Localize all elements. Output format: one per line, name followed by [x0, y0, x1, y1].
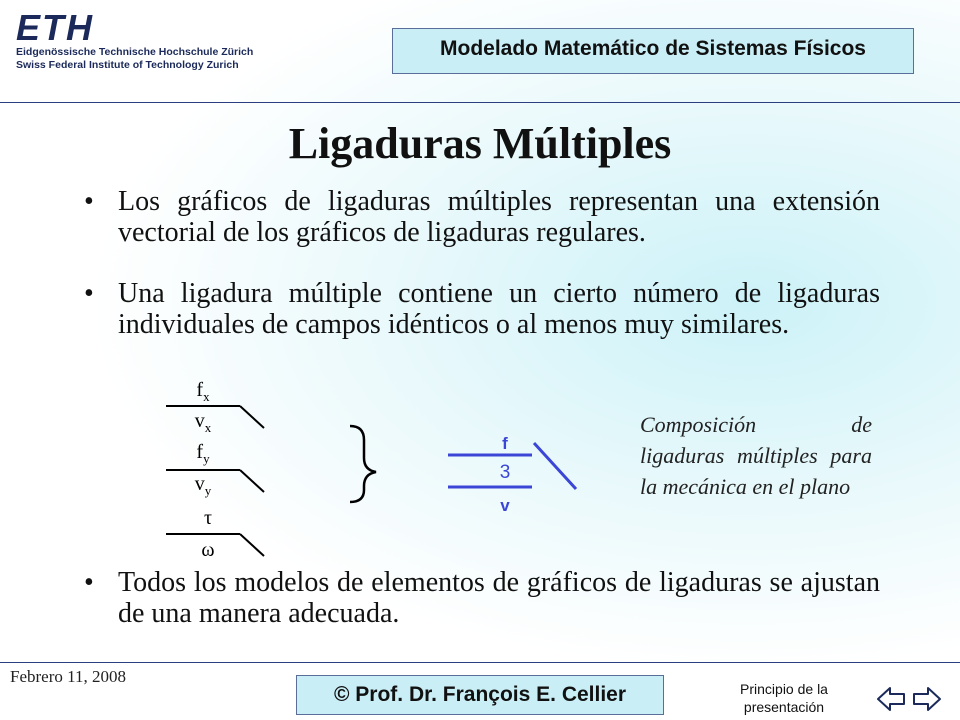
bond-x-effort: $f_x$	[196, 379, 210, 404]
eth-logo-line2: Swiss Federal Institute of Technology Zurich	[16, 59, 239, 71]
eth-logo-mark: ETH	[16, 7, 94, 48]
bond-rot-effort: τ	[203, 507, 213, 529]
multibond-effort: f	[502, 434, 508, 453]
slide-title: Ligaduras Múltiples	[288, 119, 672, 168]
bullet-1: • Los gráficos de ligaduras múltiples representan una extensión vectorial de los gráficos de ligaduras regulares.	[118, 186, 880, 248]
bond-x	[166, 379, 264, 435]
multibond-count: 3	[499, 462, 511, 483]
bullet-3: • Todos los modelos de elementos de gráficos de ligaduras se ajustan de una manera adecuada.	[118, 567, 880, 629]
copyright-box: © Prof. Dr. François E. Cellier	[296, 675, 664, 715]
diagram-caption: Composición de ligaduras múltiples para la mecánica en el plano	[640, 412, 872, 499]
bond-rot	[166, 507, 264, 561]
bond-rot-half-arrow	[240, 534, 264, 556]
right-brace	[350, 426, 376, 502]
header-divider	[0, 102, 960, 103]
course-title: Modelado Matemático de Sistemas Físicos	[440, 37, 866, 60]
footer-date: Febrero 11, 2008	[10, 667, 126, 686]
bond-y-effort: $f_y$	[196, 441, 210, 466]
bond-x-half-arrow	[240, 406, 264, 428]
bond-x-flow: $v_x$	[194, 410, 212, 435]
bullet-2: • Una ligadura múltiple contiene un cierto número de ligaduras individuales de campos idénticos o al menos muy similares.	[118, 278, 880, 340]
nav-arrows	[876, 684, 942, 714]
multibond-diagram	[150, 372, 590, 562]
bond-rot-flow: ω	[201, 539, 215, 561]
multibond-flow: v	[500, 496, 510, 515]
footer-divider	[0, 662, 960, 663]
multibond-half-arrow	[534, 443, 576, 489]
bond-y-flow: $v_y$	[194, 473, 212, 498]
multibond	[448, 434, 576, 515]
eth-logo-line1: Eidgenössische Technische Hochschule Zürich	[16, 46, 254, 58]
home-link[interactable]: Principio de la presentación	[740, 681, 828, 715]
eth-logo	[16, 7, 256, 72]
back-arrow-icon[interactable]	[878, 688, 904, 710]
bond-y-half-arrow	[240, 470, 264, 492]
bond-y	[166, 441, 264, 498]
forward-arrow-icon[interactable]	[914, 688, 940, 710]
